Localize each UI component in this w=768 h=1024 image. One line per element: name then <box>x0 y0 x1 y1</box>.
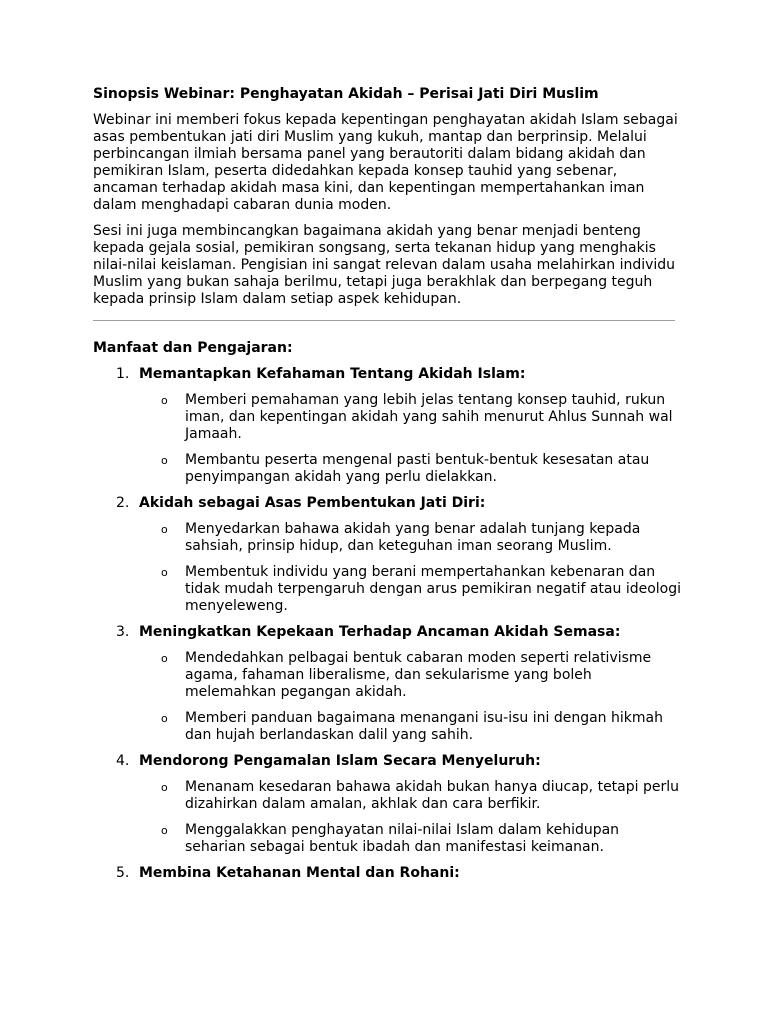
list-item <box>93 753 683 856</box>
sub-list-item <box>139 779 683 813</box>
sub-item-text: Menyedarkan bahawa akidah yang benar adalah tunjang kepada sahsiah, prinsip hidup, dan keteguhan iman seorang Muslim. <box>185 521 641 554</box>
sub-list <box>139 779 683 856</box>
sub-item-text: Membentuk individu yang berani mempertahankan kebenaran dan tidak mudah terpengaruh dengan arus pemikiran negatif atau ideologi menyeleweng. <box>185 564 682 614</box>
circle-bullet-icon: o <box>161 394 168 407</box>
sub-list-item <box>139 650 683 701</box>
sub-list <box>139 521 683 615</box>
list-item <box>93 865 683 882</box>
sub-list-item <box>139 392 683 443</box>
circle-bullet-icon: o <box>161 824 168 837</box>
sub-item-text: Memberi pemahaman yang lebih jelas tentang konsep tauhid, rukun iman, dan kepentingan akidah yang sahih menurut Ahlus Sunnah wal Jamaah. <box>185 392 673 442</box>
sub-list-item <box>139 822 683 856</box>
synopsis-paragraph-1: Webinar ini memberi fokus kepada kepentingan penghayatan akidah Islam sebagai asas pembentukan jati diri Muslim yang kukuh, mantap dan berprinsip. Melalui perbincangan ilmiah bersama panel yang berautoriti dalam bidang akidah dan pemikiran Islam, peserta didedahkan kepada konsep tauhid yang sebenar, ancaman terhadap akidah masa kini, dan kepentingan mempertahankan iman dalam menghadapi cabaran dunia moden. <box>93 112 678 213</box>
item-heading: Mendorong Pengamalan Islam Secara Menyeluruh: <box>139 753 541 769</box>
item-heading: Membina Ketahanan Mental dan Rohani: <box>139 865 460 881</box>
benefits-list <box>93 366 683 882</box>
circle-bullet-icon: o <box>161 712 168 725</box>
horizontal-divider <box>93 320 675 321</box>
item-number: 1. <box>116 366 130 382</box>
sub-list <box>139 650 683 744</box>
sub-item-text: Menggalakkan penghayatan nilai-nilai Islam dalam kehidupan seharian sebagai bentuk ibadah dan manifestasi keimanan. <box>185 822 620 855</box>
item-heading: Akidah sebagai Asas Pembentukan Jati Diri: <box>139 495 486 511</box>
sub-list <box>139 392 683 486</box>
synopsis-paragraph-2: Sesi ini juga membincangkan bagaimana akidah yang benar menjadi benteng kepada gejala sosial, pemikiran songsang, serta tekanan hidup yang menghakis nilai-nilai keislaman. Pengisian ini sangat relevan dalam usaha melahirkan individu Muslim yang bukan sahaja berilmu, tetapi juga berakhlak dan berpegang teguh kepada prinsip Islam dalam setiap aspek kehidupan. <box>93 223 676 307</box>
document-content <box>93 86 683 891</box>
circle-bullet-icon: o <box>161 523 168 536</box>
sub-list-item <box>139 521 683 555</box>
item-heading: Meningkatkan Kepekaan Terhadap Ancaman Akidah Semasa: <box>139 624 621 640</box>
sub-list-item <box>139 564 683 615</box>
item-number: 3. <box>116 624 130 640</box>
item-heading: Memantapkan Kefahaman Tentang Akidah Islam: <box>139 366 526 382</box>
document-title: Sinopsis Webinar: Penghayatan Akidah – Perisai Jati Diri Muslim <box>93 86 599 102</box>
list-item <box>93 624 683 744</box>
sub-item-text: Mendedahkan pelbagai bentuk cabaran moden seperti relativisme agama, fahaman liberalisme, dan sekularisme yang boleh melemahkan pegangan akidah. <box>185 650 652 700</box>
list-item <box>93 366 683 486</box>
sub-list-item <box>139 452 683 486</box>
item-number: 2. <box>116 495 130 511</box>
circle-bullet-icon: o <box>161 781 168 794</box>
item-number: 5. <box>116 865 130 881</box>
item-number: 4. <box>116 753 130 769</box>
circle-bullet-icon: o <box>161 566 168 579</box>
sub-item-text: Menanam kesedaran bahawa akidah bukan hanya diucap, tetapi perlu dizahirkan dalam amalan, akhlak dan cara berfikir. <box>185 779 679 812</box>
circle-bullet-icon: o <box>161 652 168 665</box>
list-item <box>93 495 683 615</box>
sub-item-text: Memberi panduan bagaimana menangani isu-isu ini dengan hikmah dan hujah berlandaskan dalil yang sahih. <box>185 710 663 743</box>
section-heading: Manfaat dan Pengajaran: <box>93 340 293 356</box>
sub-item-text: Membantu peserta mengenal pasti bentuk-bentuk kesesatan atau penyimpangan akidah yang perlu dielakkan. <box>185 452 650 485</box>
sub-list-item <box>139 710 683 744</box>
circle-bullet-icon: o <box>161 454 168 467</box>
